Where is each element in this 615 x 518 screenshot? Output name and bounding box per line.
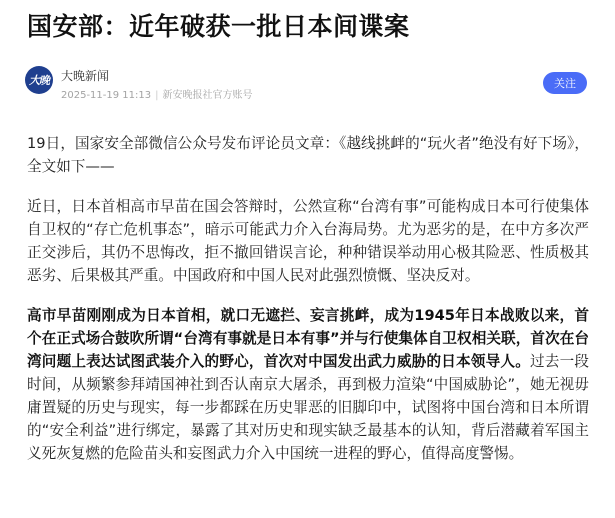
source-name[interactable]: 大晚新闻 — [61, 69, 110, 83]
paragraph-3 — [27, 304, 589, 465]
meta-line — [61, 86, 253, 101]
paragraph-3-text: 过去一段时间，从频繁参拜靖国神社到否认南京大屠杀，再到极力渲染“中国威胁论”，她无视毋庸置疑的历史与现实，每一步都踩在历史罪恶的旧脚印中，试图将中国台湾和日本所谓的“安全利益”进行绑定，暴露了其对历史和现实缺乏最基本的认知，背后潜藏着军国主义死灰复燃的危险苗头和妄图武力介入中国统一进程的野心，值得高度警惕。 — [27, 353, 589, 462]
paragraph-1-text: 19日，国家安全部微信公众号发布评论员文章：《越线挑衅的“玩火者”绝没有好下场》，全文如下—— — [27, 135, 589, 175]
paragraph-2 — [27, 195, 589, 287]
article-title: 国安部：近年破获一批日本间谍案 — [27, 12, 410, 41]
paragraph-2-text: 近日，日本首相高市早苗在国会答辩时，公然宣称“台湾有事”可能构成日本可行使集体自卫权的“存亡危机事态”，暗示可能武力介入台海局势。尤为恶劣的是，在中方多次严正交涉后，其仍不思悔改，拒不撤回错误言论，种种错误举动用心极其险恶、性质极其恶劣、后果极其严重。中国政府和中国人民对此强烈愤慨、坚决反对。 — [27, 198, 589, 284]
paragraph-3-bold: 高市早苗刚刚成为日本首相，就口无遮拦、妄言挑衅，成为1945年日本战败以来，首个在正式场合鼓吹所谓“台湾有事就是日本有事”并与行使集体自卫权相关联，首次在台湾问题上表达试图武装介入的野心，首次对中国发出武力威胁的日本领导人。 — [27, 307, 589, 370]
article-body — [27, 132, 589, 482]
author-row — [25, 66, 590, 106]
follow-button[interactable]: 关注 — [543, 72, 587, 94]
source-avatar[interactable] — [25, 66, 53, 94]
meta-divider: | — [155, 90, 159, 101]
avatar-logo-text: 大晚 — [29, 74, 49, 87]
paragraph-1 — [27, 132, 589, 178]
publish-date: 2025-11-19 11:13 — [61, 90, 152, 101]
account-note: 新安晚报社官方账号 — [162, 90, 253, 101]
